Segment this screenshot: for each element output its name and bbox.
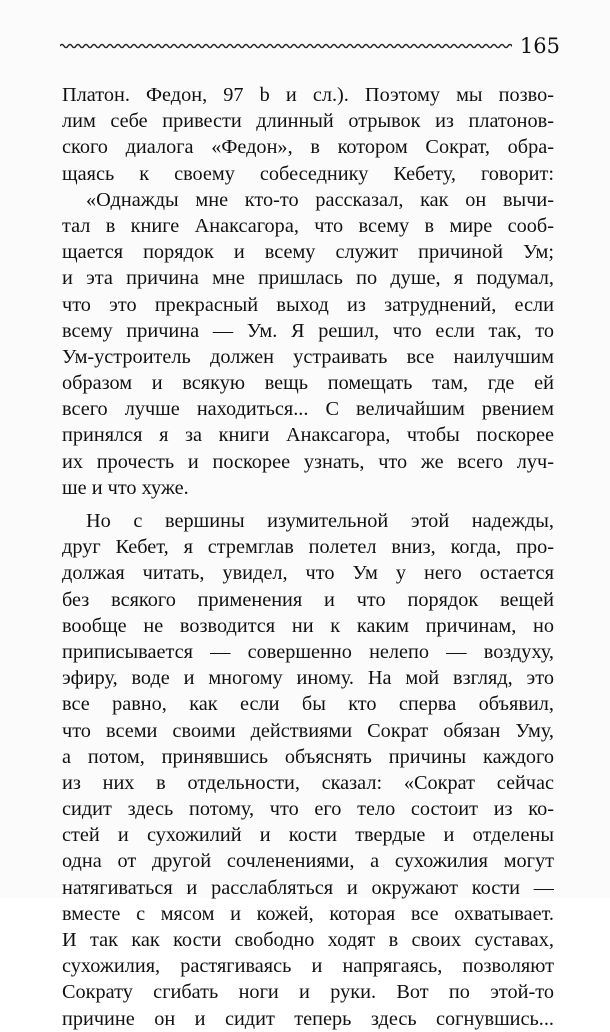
text-line: ского диалога «Федон», в котором Сократ, обра- (62, 136, 554, 159)
text-line: друг Кебет, я стремглав полетел вниз, когда, про- (62, 536, 554, 559)
text-line: их прочесть и поскорее узнать, что же всего луч- (62, 450, 554, 473)
text-line: сухожилия, растягиваясь и напрягаясь, позволяют (62, 955, 554, 978)
text-line: принялся я за книги Анаксагора, чтобы поскорее (62, 424, 554, 447)
text-line: эфиру, воде и многому иному. На мой взгляд, это (62, 667, 554, 690)
text-line: Но с вершины изумительной этой надежды, (86, 510, 554, 532)
running-header (60, 34, 560, 62)
text-line: Платон. Федон, 97 b и сл.). Поэтому мы позво- (62, 84, 554, 106)
text-line: и эта причина мне пришлась по душе, я подумал, (62, 267, 554, 290)
page-number: 165 (519, 34, 560, 58)
text-line: вместе с мясом и кожей, которая все охватывает. (62, 902, 554, 925)
text-line: причине он и сидит теперь здесь согнувшись... (62, 1007, 554, 1030)
text-line: а потом, принявшись объяснять причины каждого (62, 745, 554, 768)
text-line: что это прекрасный выход из затруднений, если (62, 293, 554, 316)
main-text (62, 82, 554, 1032)
text-line: щается порядок и всему служит причиной Ум; (62, 241, 554, 264)
text-line: Ум-устроитель должен устраивать все наилучшим (62, 345, 554, 368)
text-line: лим себе привести длинный отрывок из платонов- (62, 110, 554, 133)
text-line: одна от другой сочленениями, а сухожилия могут (62, 850, 554, 873)
text-line: должая читать, увидел, что Ум у него остается (62, 562, 554, 585)
text-line: без всякого применения и что порядок вещей (62, 588, 554, 611)
text-line: все равно, как если бы кто сперва объявил, (62, 693, 554, 716)
text-line: сидит здесь потому, что его тело состоит из ко- (62, 798, 554, 821)
text-line: тал в книге Анаксагора, что всему в мире сооб- (62, 214, 554, 237)
text-line: И так как кости свободно ходят в своих суставах, (62, 929, 554, 951)
text-line: вообще не возводится ни к каким причинам, но (62, 614, 554, 637)
text-line: что всеми своими действиями Сократ обязан Уму, (62, 719, 554, 742)
text-line: из них в отдельности, сказал: «Сократ сейчас (62, 771, 554, 794)
text-line: ше и что хуже. (62, 476, 189, 499)
text-line: приписывается — совершенно нелепо — воздуху, (62, 640, 554, 663)
text-line: натягиваться и расслабляться и окружают кости — (62, 876, 554, 899)
paragraph-intro (62, 82, 554, 187)
text-line: всему причина — Ум. Я решил, что если так, то (62, 319, 554, 342)
paragraph-quote-1 (62, 187, 554, 501)
text-line: «Однажды мне кто-то рассказал, как он вычи- (86, 188, 554, 211)
text-line: всего лучше находиться... С величайшим рвением (62, 398, 554, 421)
text-line: щаясь к своему собеседнику Кебету, говорит: (62, 162, 554, 185)
text-line: образом и всякую вещь помещать там, где ей (62, 372, 554, 395)
paragraph-quote-2 (62, 508, 554, 1032)
text-line: Сократу сгибать ноги и руки. Вот по этой-то (62, 981, 554, 1004)
text-line: стей и сухожилий и кости твердые и отделены (62, 824, 554, 847)
wavy-header-rule (60, 40, 512, 52)
